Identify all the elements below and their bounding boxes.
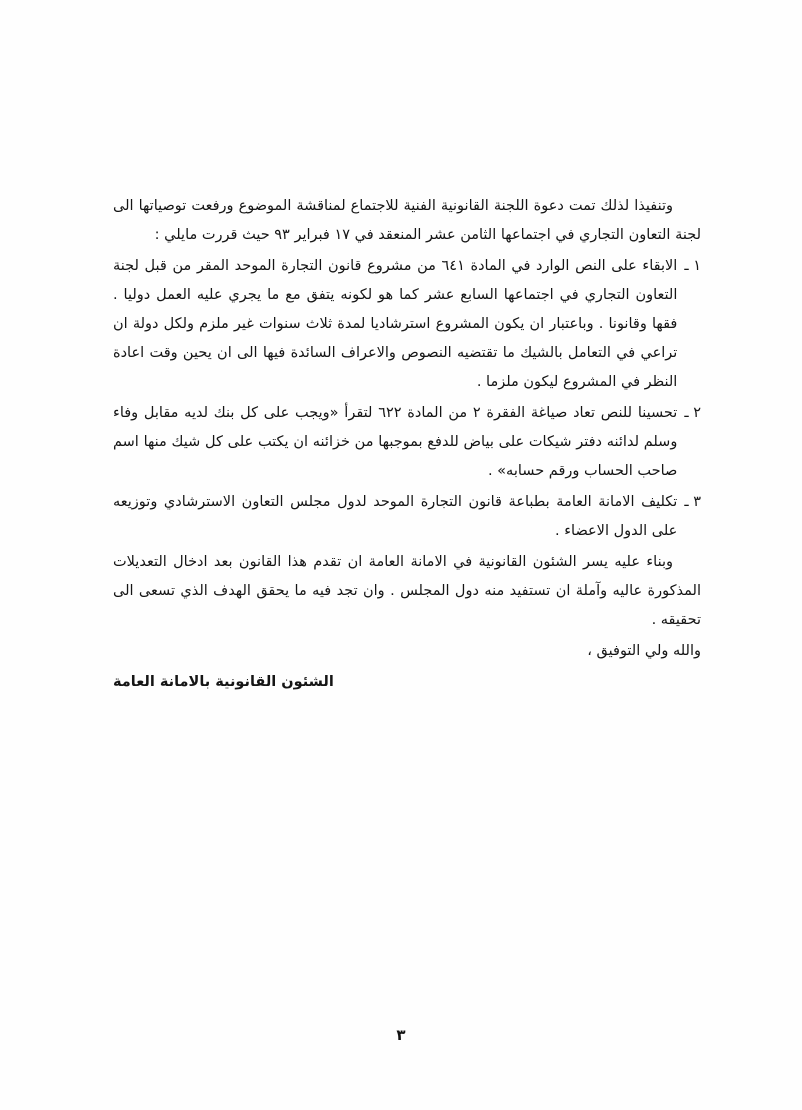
document-content xyxy=(113,192,701,697)
item-marker: ٢ ـ xyxy=(684,405,701,421)
signature-line: الشئون القانونية بالامانة العامة xyxy=(113,674,334,690)
list-item xyxy=(113,399,701,486)
item-text: تحسينا للنص تعاد صياغة الفقرة ٢ من المادة ٦٢٢ لتقرأ «ويجب على كل بنك لديه مقابل وفاء وسلم لدائنه دفتر شيكات على بياض للدفع بموجبها من خزائنه ان يكتب على كل شيك منها اسم صاحب الحساب ورقم حسابه» . xyxy=(113,405,678,479)
page-number: ٣ xyxy=(396,1026,406,1044)
farewell-line: والله ولي التوفيق ، xyxy=(587,643,701,659)
item-marker: ١ ـ xyxy=(684,258,701,274)
closing-paragraph: وبناء عليه يسر الشئون القانونية في الامانة العامة ان تقدم هذا القانون بعد ادخال التعديلات المذكورة عاليه وآملة ان تستفيد منه دول المجلس . وان تجد فيه ما يحقق الهدف الذي تسعى الى تحقيقه . xyxy=(113,554,701,628)
item-marker: ٣ ـ xyxy=(684,494,701,510)
intro-paragraph: وتنفيذا لذلك تمت دعوة اللجنة القانونية الفنية للاجتماع لمناقشة الموضوع ورفعت توصياتها الى لجنة التعاون التجاري في اجتماعها الثامن عشر المنعقد في ١٧ فبراير ٩٣ حيث قررت مايلي : xyxy=(113,198,701,243)
item-text: الابقاء على النص الوارد في المادة ٦٤١ من مشروع قانون التجارة الموحد المقر من قبل لجنة التعاون التجاري في اجتماعها السابع عشر كما هو لكونه يتفق مع ما يجري عليه العمل دوليا . فقها وقانونا . وباعتبار ان يكون المشروع استرشاديا لمدة ثلاث سنوات غير ملزم ولكل دولة ان تراعي في التعامل بالشيك ما تقتضيه النصوص والاعراف السائدة فيها الى ان يحين وقت اعادة النظر في المشروع ليكون ملزما . xyxy=(113,258,678,390)
item-text: تكليف الامانة العامة بطباعة قانون التجارة الموحد لدول مجلس التعاون الاسترشادي وتوزيعه على الدول الاعضاء . xyxy=(113,494,678,539)
list-item xyxy=(113,252,701,397)
list-item xyxy=(113,488,701,546)
